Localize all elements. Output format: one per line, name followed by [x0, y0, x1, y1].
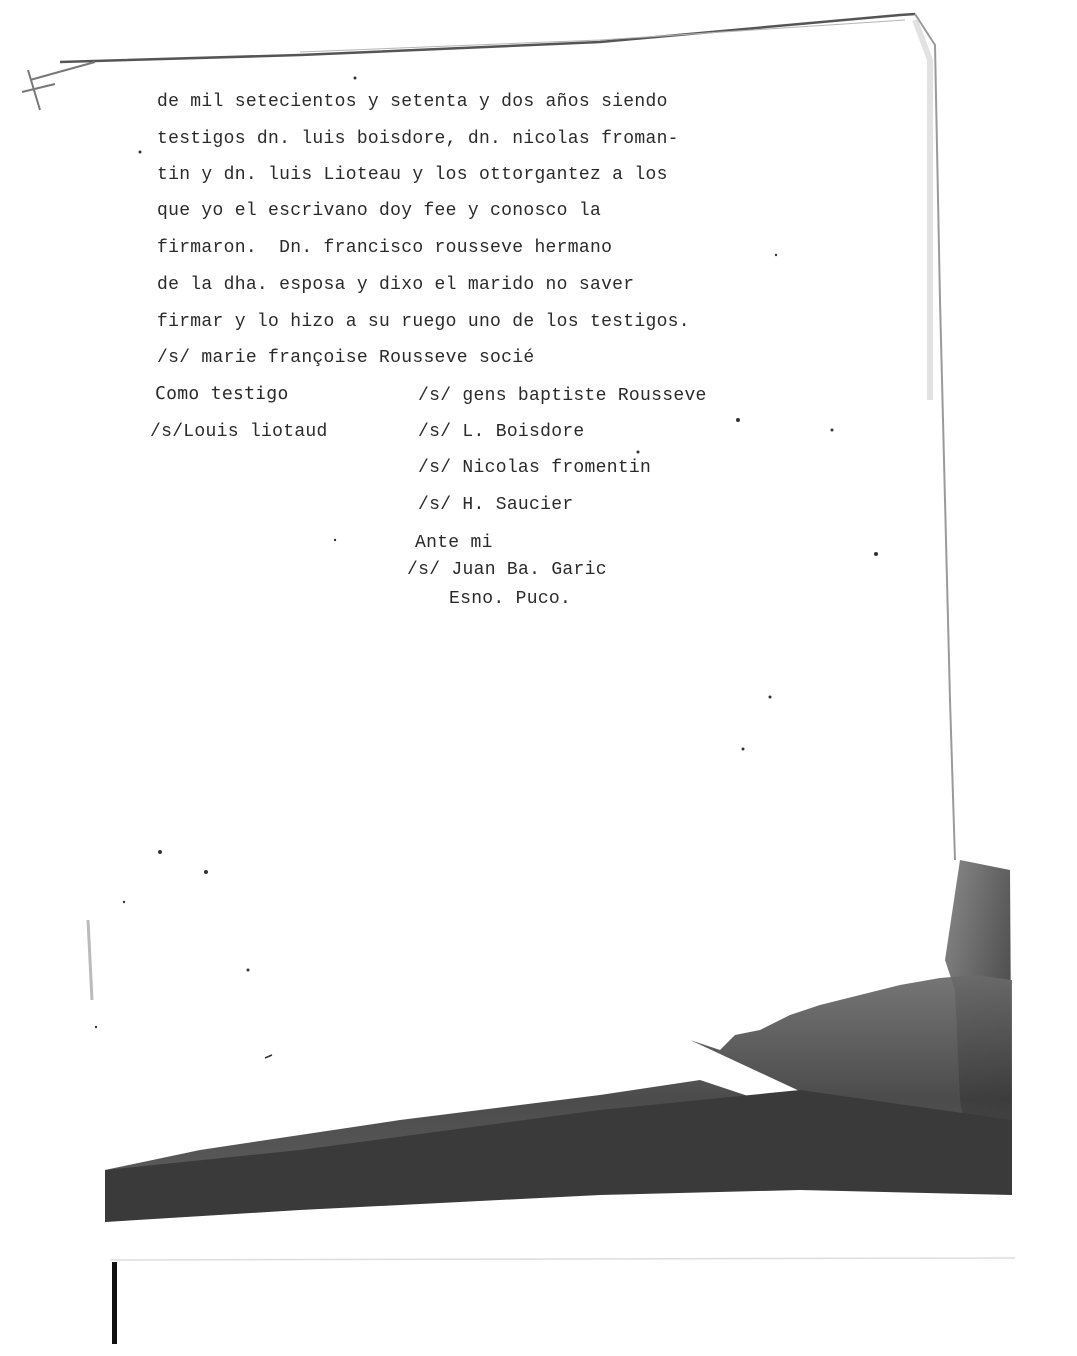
body-line-8: /s/ marie françoise Rousseve socié	[157, 348, 535, 368]
witness-signature: /s/Louis liotaud	[150, 422, 328, 442]
notary-title: Esno. Puco.	[449, 589, 572, 609]
signature-2: /s/ L. Boisdore	[418, 422, 585, 442]
top-page-edge	[60, 14, 915, 62]
body-line-2: testigos dn. luis boisdore, dn. nicolas froman-	[157, 129, 679, 149]
witness-label: Como testigo	[155, 383, 289, 404]
notary-before: Ante mi	[415, 533, 493, 553]
body-line-1: de mil setecientos y setenta y dos años siendo	[157, 92, 668, 112]
body-line-6: de la dha. esposa y dixo el marido no saver	[157, 275, 635, 295]
signature-4: /s/ H. Saucier	[418, 495, 574, 515]
body-line-7: firmar y lo hizo a su ruego uno de los testigos.	[157, 312, 690, 332]
top-left-fold	[22, 62, 95, 110]
right-edge-inner	[915, 20, 930, 400]
right-edge	[915, 14, 955, 860]
body-line-4: que yo el escrivano doy fee y conosco la	[157, 201, 602, 221]
notary-signature: /s/ Juan Ba. Garic	[407, 560, 607, 580]
signature-1: /s/ gens baptiste Rousseve	[418, 386, 707, 406]
signature-3: /s/ Nicolas fromentin	[418, 458, 652, 478]
body-line-3: tin y dn. luis Lioteau y los ottorgantez a los	[157, 165, 668, 185]
left-edge-bar	[112, 1262, 117, 1344]
top-edge-faint	[300, 20, 905, 52]
body-line-5: firmaron. Dn. francisco rousseve hermano	[157, 238, 613, 258]
